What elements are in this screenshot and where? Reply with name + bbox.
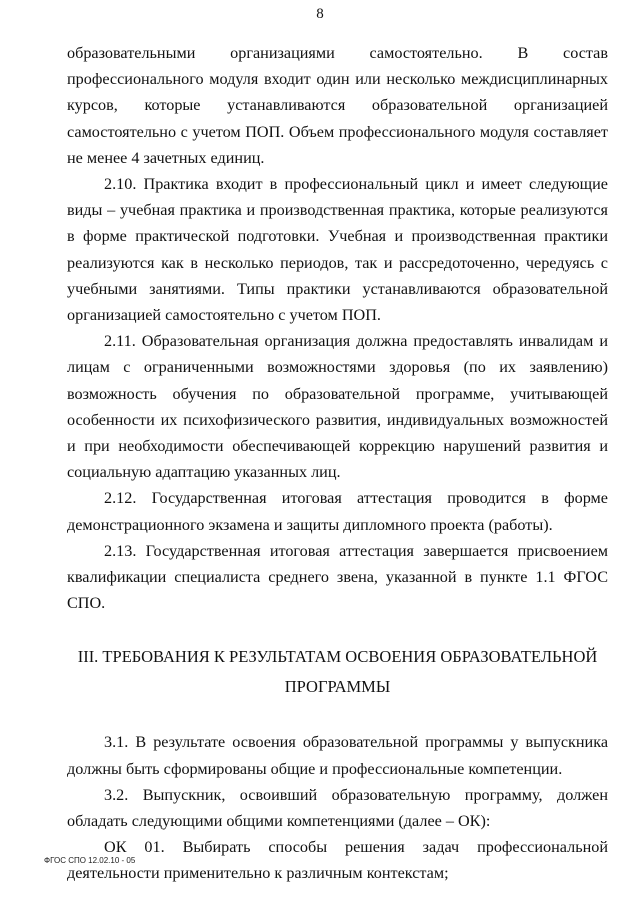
paragraph-2-10: 2.10. Практика входит в профессиональный цикл и имеет следующие виды – учебная практика и производственная практика, которые реализуются в форме практической подготовки. Учебная и производственная практики реализуются как в несколько периодов, так и рассредоточенно, чередуясь с учебными занятиями. Типы практики устанавливаются образовательной организацией самостоятельно с учетом ПОП. [67,175,608,325]
paragraph-2-12: 2.12. Государственная итоговая аттестация проводится в форме демонстрационного экзамена и защиты дипломного проекта (работы). [67,489,608,534]
paragraph-continuation: образовательными организациями самостоятельно. В состав профессионального модуля входит один или несколько междисциплинарных курсов, которые устанавливаются образовательной организацией самостоятельно с учетом ПОП. Объем профессионального модуля составляет не менее 4 зачетных единиц. [67,44,608,167]
page-number: 8 [316,6,324,22]
section-heading-line-1: III. ТРЕБОВАНИЯ К РЕЗУЛЬТАТАМ ОСВОЕНИЯ ОБРАЗОВАТЕЛЬНОЙ [77,647,598,667]
section-heading [67,642,608,702]
document-footer: ФГОС СПО 12.02.10 - 05 [44,856,136,865]
section-heading-line-2: ПРОГРАММЫ [284,677,391,697]
document-body [67,40,608,887]
paragraph-3-2: 3.2. Выпускник, освоивший образовательную программу, должен обладать следующими общими компетенциями (далее – ОК): [67,785,608,831]
paragraph-ok-01: ОК 01. Выбирать способы решения задач профессиональной деятельности применительно к различным контекстам; [67,838,608,883]
paragraph-2-11: 2.11. Образовательная организация должна предоставлять инвалидам и лицам с ограниченными возможностями здоровья (по их заявлению) возможность обучения по образовательной программе, учитывающей особенности их психофизического развития, индивидуальных возможностей и при необходимости обеспечивающей коррекцию нарушений развития и социальную адаптацию указанных лиц. [67,332,608,482]
paragraph-3-1: 3.1. В результате освоения образовательной программы у выпускника должны быть сформированы общие и профессиональные компетенции. [67,733,608,778]
paragraph-2-13: 2.13. Государственная итоговая аттестация завершается присвоением квалификации специалиста среднего звена, указанной в пункте 1.1 ФГОС СПО. [67,541,608,613]
